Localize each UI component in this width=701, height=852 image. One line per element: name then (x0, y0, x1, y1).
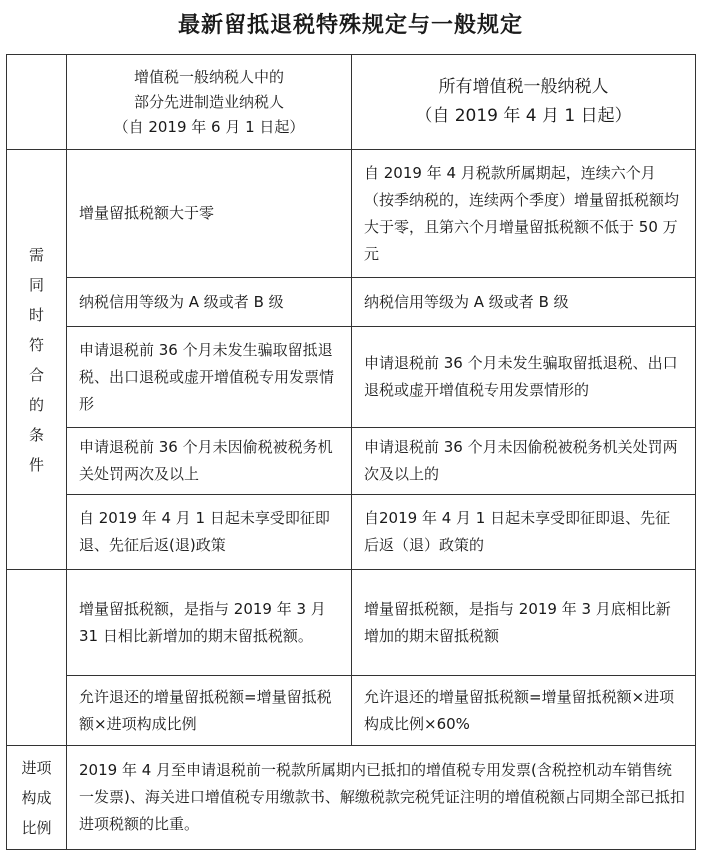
condition-general: 纳税信用等级为 A 级或者 B 级 (352, 278, 696, 327)
condition-row (7, 428, 696, 495)
comparison-table (6, 54, 696, 850)
header-blank-cell (7, 55, 67, 150)
refund-special: 允许退还的增量留抵税额=增量留抵税额×进项构成比例 (67, 676, 352, 746)
condition-special: 自 2019 年 4 月 1 日起未享受即征即退、先征后返(退)政策 (67, 495, 352, 570)
refund-row (7, 570, 696, 676)
refund-general: 增量留抵税额，是指与 2019 年 3 月底相比新增加的期末留抵税额 (352, 570, 696, 676)
condition-general: 申请退税前 36 个月未因偷税被税务机关处罚两次及以上的 (352, 428, 696, 495)
condition-row (7, 150, 696, 278)
header-general: 所有增值税一般纳税人 （自 2019 年 4 月 1 日起） (352, 55, 696, 150)
condition-general: 自2019 年 4 月 1 日起未享受即征即退、先征后返（退）政策的 (352, 495, 696, 570)
ratio-label: 进项构成比例 (21, 758, 52, 837)
condition-general: 自 2019 年 4 月税款所属期起，连续六个月（按季纳税的，连续两个季度）增量留抵税额均大于零，且第六个月增量留抵税额不低于 50 万元 (352, 150, 696, 278)
header-special: 增值税一般纳税人中的 部分先进制造业纳税人 （自 2019 年 6 月 1 日起） (67, 55, 352, 150)
page-title: 最新留抵退税特殊规定与一般规定 (177, 13, 523, 38)
conditions-label-cell (7, 150, 67, 570)
refund-label-cell (7, 570, 67, 746)
condition-row (7, 327, 696, 428)
ratio-label-cell (7, 746, 67, 850)
condition-row (7, 495, 696, 570)
condition-general: 申请退税前 36 个月未发生骗取留抵退税、出口退税或虚开增值税专用发票情形的 (352, 327, 696, 428)
ratio-row (7, 746, 696, 850)
refund-special: 增量留抵税额，是指与 2019 年 3 月 31 日相比新增加的期末留抵税额。 (67, 570, 352, 676)
condition-special: 申请退税前 36 个月未因偷税被税务机关处罚两次及以上 (67, 428, 352, 495)
condition-row (7, 278, 696, 327)
refund-general: 允许退还的增量留抵税额=增量留抵税额×进项构成比例×60% (352, 676, 696, 746)
refund-row (7, 676, 696, 746)
ratio-text: 2019 年 4 月至申请退税前一税款所属期内已抵扣的增值税专用发票(含税控机动车销售统一发票)、海关进口增值税专用缴款书、解缴税款完税凭证注明的增值税额占同期全部已抵扣进项税额的比重。 (67, 746, 696, 850)
condition-special: 纳税信用等级为 A 级或者 B 级 (67, 278, 352, 327)
condition-special: 申请退税前 36 个月未发生骗取留抵退税、出口退税或虚开增值税专用发票情形 (67, 327, 352, 428)
condition-special: 增量留抵税额大于零 (67, 150, 352, 278)
conditions-label: 需同时符合的条件 (28, 245, 44, 474)
header-row (7, 55, 696, 150)
